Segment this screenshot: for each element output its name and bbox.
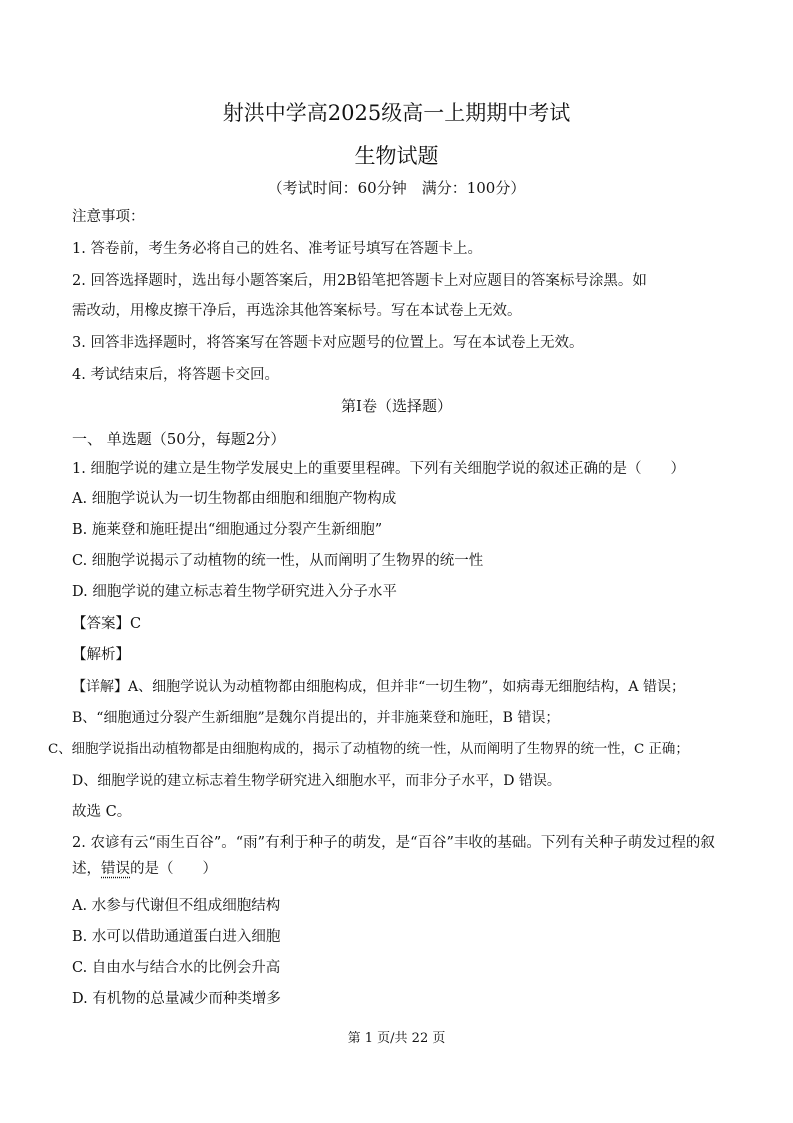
question-1-detail: D、细胞学说的建立标志着生物学研究进入细胞水平，而非分子水平，D 错误。 — [72, 773, 561, 789]
question-1-detail: 【详解】A、细胞学说认为动植物都由细胞构成，但并非“一切生物”，如病毒无细胞结构，A 错误； — [72, 679, 685, 695]
question-1-answer: 【答案】C — [72, 616, 142, 632]
notes-heading: 注意事项： — [72, 209, 145, 225]
subject-title: 生物试题 — [354, 144, 439, 168]
question-1-option-d: D. 细胞学说的建立标志着生物学研究进入分子水平 — [72, 584, 397, 600]
question-2-option-b: B. 水可以借助通道蛋白进入细胞 — [72, 929, 281, 945]
emphasis-word: 错误 — [101, 861, 130, 877]
stem-suffix: 的是（ ） — [130, 861, 217, 877]
question-1-option-c: C. 细胞学说揭示了动植物的统一性，从而阐明了生物界的统一性 — [72, 553, 484, 569]
question-1-detail: C、细胞学说指出动植物都是由细胞构成的，揭示了动植物的统一性，从而阐明了生物界的统一性，C 正确； — [48, 742, 689, 757]
question-2-stem-line2 — [72, 859, 721, 879]
exam-info: （考试时间：60分钟 满分：100分） — [267, 179, 526, 197]
section-heading: 一、 单选题（50分，每题2分） — [72, 430, 286, 448]
note-item: 2. 回答选择题时，选出每小题答案后，用2B铅笔把答题卡上对应题目的答案标号涂黑。如 — [72, 273, 647, 289]
part-heading: 第Ⅰ卷（选择题） — [341, 397, 452, 415]
question-1-conclusion: 故选 C。 — [72, 804, 132, 820]
question-1-option-b: B. 施莱登和施旺提出“细胞通过分裂产生新细胞” — [72, 522, 383, 538]
question-2-option-d: D. 有机物的总量减少而种类增多 — [72, 991, 281, 1007]
note-item: 4. 考试结束后，将答题卡交回。 — [72, 367, 279, 383]
question-2-stem: 2. 农谚有云“雨生百谷”。“雨”有利于种子的萌发，是“百谷”丰收的基础。下列有关种子萌发过程的叙 — [72, 835, 715, 851]
question-2-option-a: A. 水参与代谢但不组成细胞结构 — [72, 898, 281, 914]
note-item: 1. 答卷前，考生务必将自己的姓名、准考证号填写在答题卡上。 — [72, 241, 482, 257]
question-1-stem: 1. 细胞学说的建立是生物学发展史上的重要里程碑。下列有关细胞学说的叙述正确的是（ ） — [72, 461, 685, 477]
page-footer: 第 1 页/共 22 页 — [347, 1031, 446, 1046]
question-1-detail: B、“细胞通过分裂产生新细胞”是魏尔肖提出的，并非施莱登和施旺，B 错误； — [72, 710, 560, 726]
exam-title: 射洪中学高2025级高一上期期中考试 — [222, 101, 571, 125]
note-item: 需改动，用橡皮擦干净后，再选涂其他答案标号。写在本试卷上无效。 — [72, 303, 522, 319]
question-1-option-a: A. 细胞学说认为一切生物都由细胞和细胞产物构成 — [72, 491, 397, 507]
note-item: 3. 回答非选择题时，将答案写在答题卡对应题号的位置上。写在本试卷上无效。 — [72, 335, 584, 351]
question-1-analysis-label: 【解析】 — [72, 647, 130, 663]
question-2-option-c: C. 自由水与结合水的比例会升高 — [72, 960, 281, 976]
stem-prefix: 述， — [72, 861, 101, 877]
